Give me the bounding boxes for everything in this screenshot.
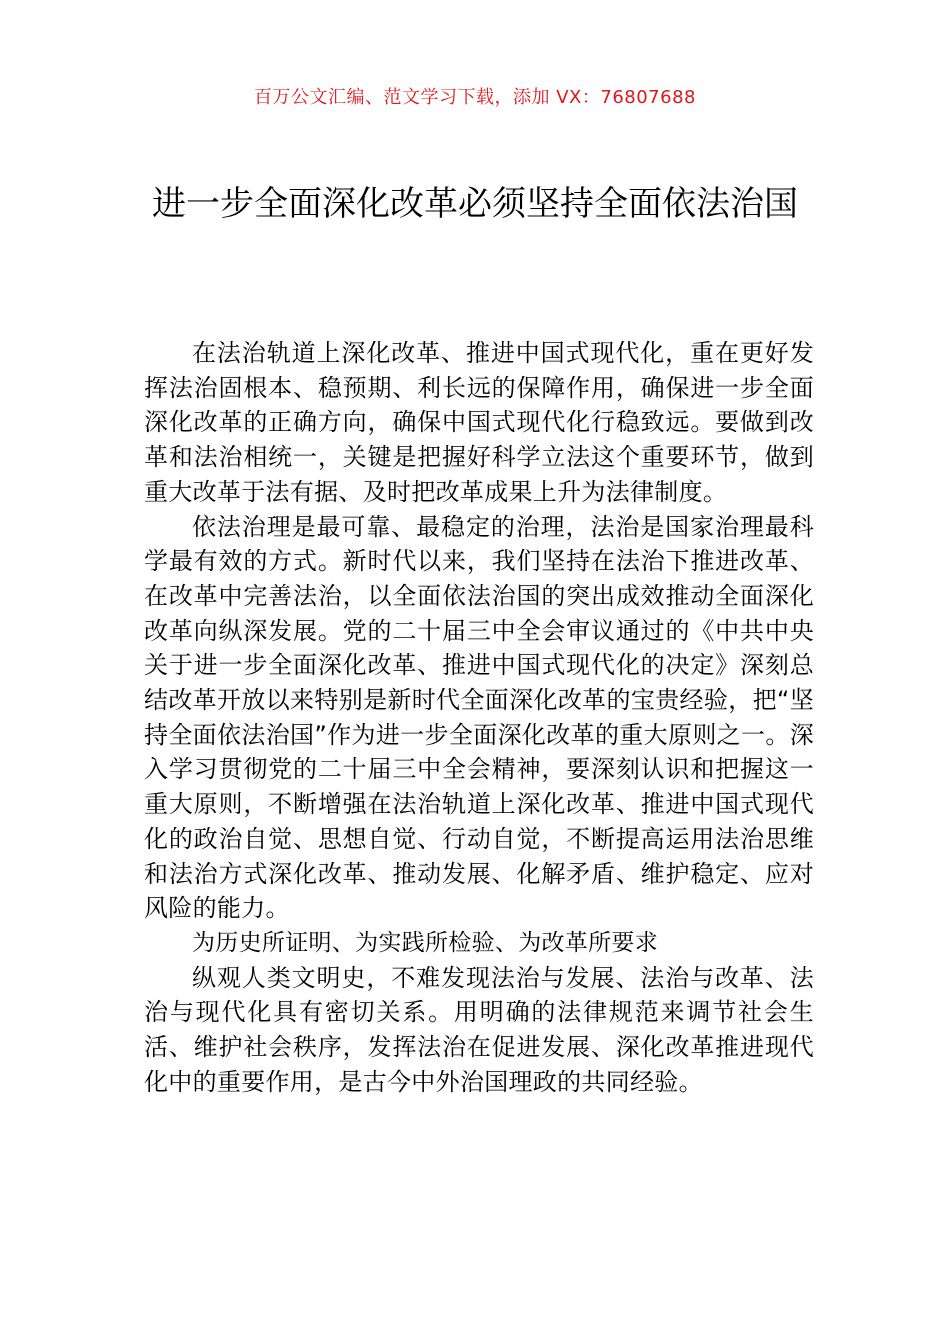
section-heading: 为历史所证明、为实践所检验、为改革所要求 — [192, 929, 658, 956]
paragraph-1: 在法治轨道上深化改革、推进中国式现代化，重在更好发挥法治固根本、稳预期、利长远的保障作用，确保进一步全面深化改革的正确方向，确保中国式现代化行稳致远。要做到改革和法治相统一，关键是把握好科学立法这个重要环节，做到重大改革于法有据、及时把改革成果上升为法律制度。 — [144, 339, 814, 506]
document-title: 进一步全面深化改革必须坚持全面依法治国 — [152, 184, 798, 224]
paragraph-3: 纵观人类文明史，不难发现法治与发展、法治与改革、法治与现代化具有密切关系。用明确的法律规范来调节社会生活、维护社会秩序，发挥法治在促进发展、深化改革推进现代化中的重要作用，是古今中外治国理政的共同经验。 — [144, 963, 814, 1096]
document-body — [144, 336, 814, 1099]
paragraph-2: 依法治理是最可靠、最稳定的治理，法治是国家治理最科学最有效的方式。新时代以来，我们坚持在法治下推进改革、在改革中完善法治，以全面依法治国的突出成效推动全面深化改革向纵深发展。党的二十届三中全会审议通过的《中共中央关于进一步全面深化改革、推进中国式现代化的决定》深刻总结改革开放以来特别是新时代全面深化改革的宝贵经验，把“坚持全面依法治国”作为进一步全面深化改革的重大原则之一。深入学习贯彻党的二十届三中全会精神，要深刻认识和把握这一重大原则，不断增强在法治轨道上深化改革、推进中国式现代化的政治自觉、思想自觉、行动自觉，不断提高运用法治思维和法治方式深化改革、推动发展、化解矛盾、维护稳定、应对风险的能力。 — [144, 512, 814, 923]
watermark-banner: 百万公文汇编、范文学习下载，添加 VX：76807688 — [254, 87, 696, 108]
